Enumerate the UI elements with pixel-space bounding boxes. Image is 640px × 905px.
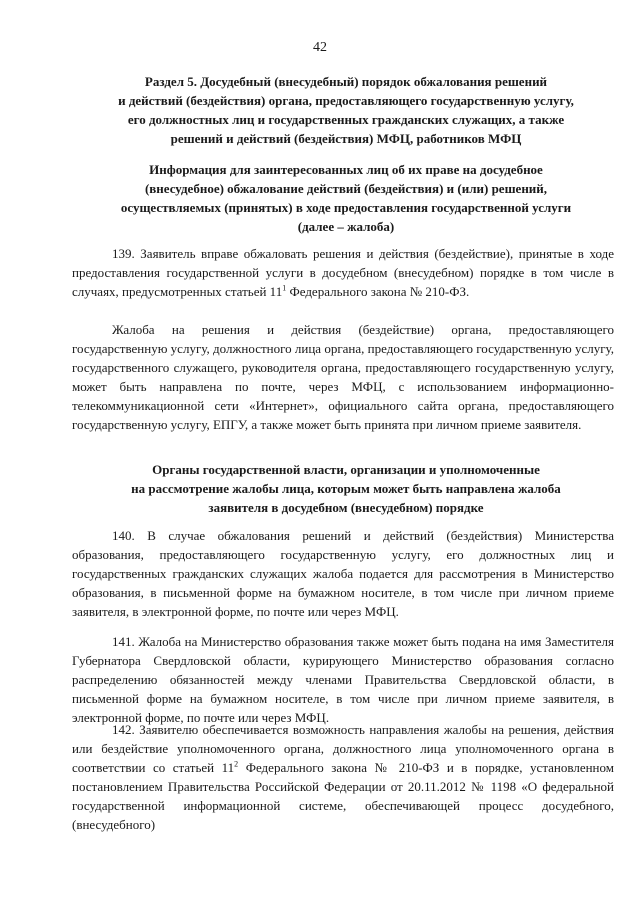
section-5-heading bbox=[72, 72, 620, 148]
paragraph-142 bbox=[72, 720, 614, 832]
paragraph-complaint-channels: Жалоба на решения и действия (бездействие) органа, предоставляющего государственную услугу, должностного лица органа, предоставляющего государственную услугу, государственного служащего, руководителя органа, предоставляющего государственную услугу, может быть направлена по почте, через МФЦ, с использованием информационно-телекоммуникационной сети «Интернет», официального сайта органа, предоставляющего государственную услугу, ЕПГУ, а также может быть принята при личном приеме заявителя. bbox=[72, 322, 614, 432]
paragraph-139 bbox=[72, 244, 614, 301]
footnote-superscript: 2 bbox=[234, 759, 239, 769]
heading-line: осуществляемых (принятых) в ходе предоставления государственной услуги bbox=[120, 200, 572, 215]
organs-heading bbox=[72, 460, 620, 517]
heading-line: решений и действий (бездействия) МФЦ, работников МФЦ bbox=[170, 131, 522, 146]
heading-line: и действий (бездействия) органа, предоставляющего государственную услугу, bbox=[118, 93, 574, 108]
heading-line: его должностных лиц и государственных гражданских служащих, а также bbox=[127, 112, 565, 127]
heading-line: (далее – жалоба) bbox=[297, 219, 395, 234]
paragraph-text: 142. Заявителю обеспечивается возможность направления жалобы на решения, действия или бездействие уполномоченного органа, должностного лица уполномоченного органа в соответствии со статьей 11 bbox=[72, 722, 614, 775]
heading-line: (внесудебное) обжалование действий (бездействия) и (или) решений, bbox=[144, 181, 548, 196]
page-number: 42 bbox=[313, 40, 327, 55]
paragraph-text: 139. Заявитель вправе обжаловать решения и действия (бездействие), принятые в ходе предоставления государственной услуги в досудебном (внесудебном) порядке в том числе в случаях, предусмотренных статьей 11 bbox=[72, 246, 614, 299]
paragraph-141: 141. Жалоба на Министерство образования также может быть подана на имя Заместителя Губернатора Свердловской области, курирующего Министерство образования согласно распределению обязанностей между членами Правительства Свердловской области, в письменной форме на бумажном носителе, в том числе при личном приеме заявителя, в электронной форме, по почте или через МФЦ. bbox=[72, 634, 614, 725]
heading-line: на рассмотрение жалобы лица, которым может быть направлена жалоба bbox=[131, 481, 561, 496]
heading-line: Раздел 5. Досудебный (внесудебный) порядок обжалования решений bbox=[144, 74, 548, 89]
info-heading bbox=[72, 160, 620, 236]
footnote-superscript: 1 bbox=[282, 283, 287, 293]
paragraph-text: Федерального закона № 210-ФЗ. bbox=[286, 284, 470, 299]
heading-line: заявителя в досудебном (внесудебном) порядке bbox=[208, 500, 484, 515]
paragraph-140: 140. В случае обжалования решений и действий (бездействия) Министерства образования, предоставляющего государственную услугу, его должностных лиц и государственных гражданских служащих жалоба подается для рассмотрения в Министерство образования, в письменной форме на бумажном носителе, в том числе при личном приеме заявителя, в электронной форме, по почте или через МФЦ. bbox=[72, 528, 614, 619]
heading-line: Информация для заинтересованных лиц об их праве на досудебное bbox=[149, 162, 543, 177]
paragraph-text: Федерального закона № 210-ФЗ и в порядке, установленном постановлением Правительства Российской Федерации от 20.11.2012 № 1198 «О федеральной государственной информационной системе, обеспечивающей процесс досудебного, (внесудебного) bbox=[72, 760, 614, 832]
heading-line: Органы государственной власти, организации и уполномоченные bbox=[152, 462, 540, 477]
